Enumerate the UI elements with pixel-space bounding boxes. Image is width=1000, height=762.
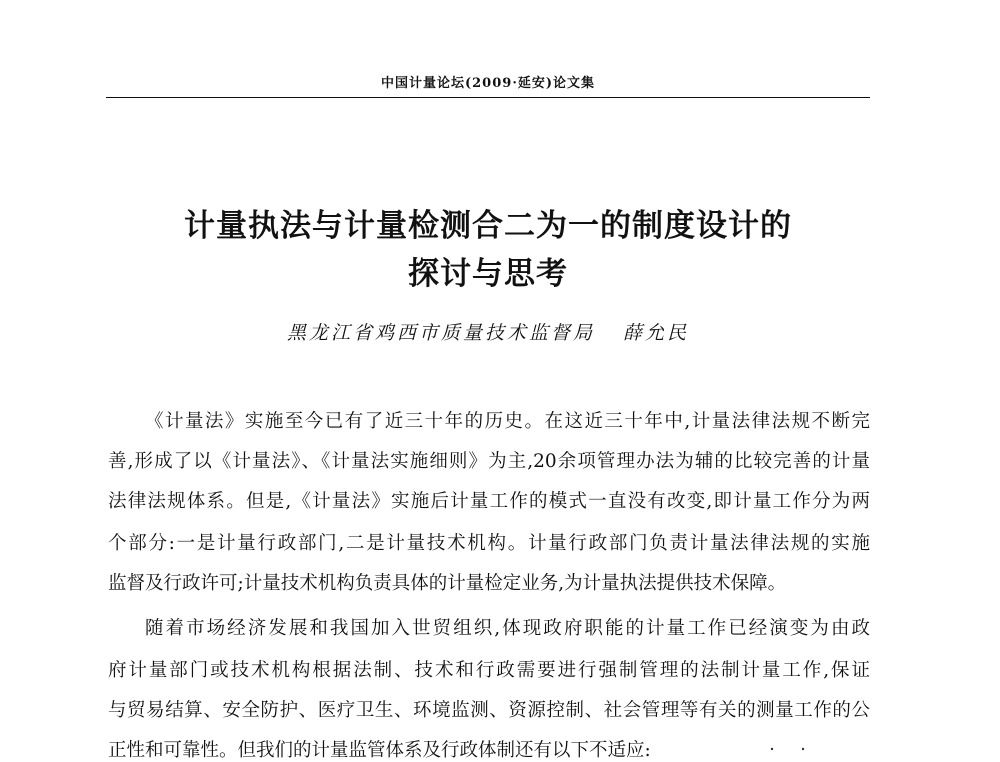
body-line: 与贸易结算、安全防护、医疗卫生、环境监测、资源控制、社会管理等有关的测量工作的公 [108,700,870,721]
body-line: 善,形成了以《计量法》、《计量法实施细则》为主,20余项管理办法为辅的比较完善的计量 [108,451,870,472]
body-line: 个部分:一是计量行政部门,二是计量技术机构。计量行政部门负责计量法律法规的实施 [108,533,870,554]
running-header: 中国计量论坛(2009·延安)论文集 [380,76,595,91]
body-line: 《计量法》实施至今已有了近三十年的历史。在这近三十年中,计量法律法规不断完 [145,411,870,432]
body-line: 正性和可靠性。但我们的计量监管体系及行政体制还有以下不适应: [108,740,651,761]
body-line: 法律法规体系。但是,《计量法》实施后计量工作的模式一直没有改变,即计量工作分为两 [108,491,870,512]
article-title-line-1: 计量执法与计量检测合二为一的制度设计的 [184,208,792,244]
body-line: 监督及行政许可;计量技术机构负责具体的计量检定业务,为计量执法提供技术保障。 [108,573,787,594]
body-line: 府计量部门或技术机构根据法制、技术和行政需要进行强制管理的法制计量工作,保证 [108,660,870,681]
speck [771,748,773,750]
body-line: 随着市场经济发展和我国加入世贸组织,体现政府职能的计量工作已经演变为由政 [145,618,870,639]
affiliation: 黑龙江省鸡西市质量技术监督局 [286,322,595,344]
speck [802,748,804,750]
article-title-line-2: 探讨与思考 [408,256,568,292]
author-name: 薛允民 [623,322,690,344]
